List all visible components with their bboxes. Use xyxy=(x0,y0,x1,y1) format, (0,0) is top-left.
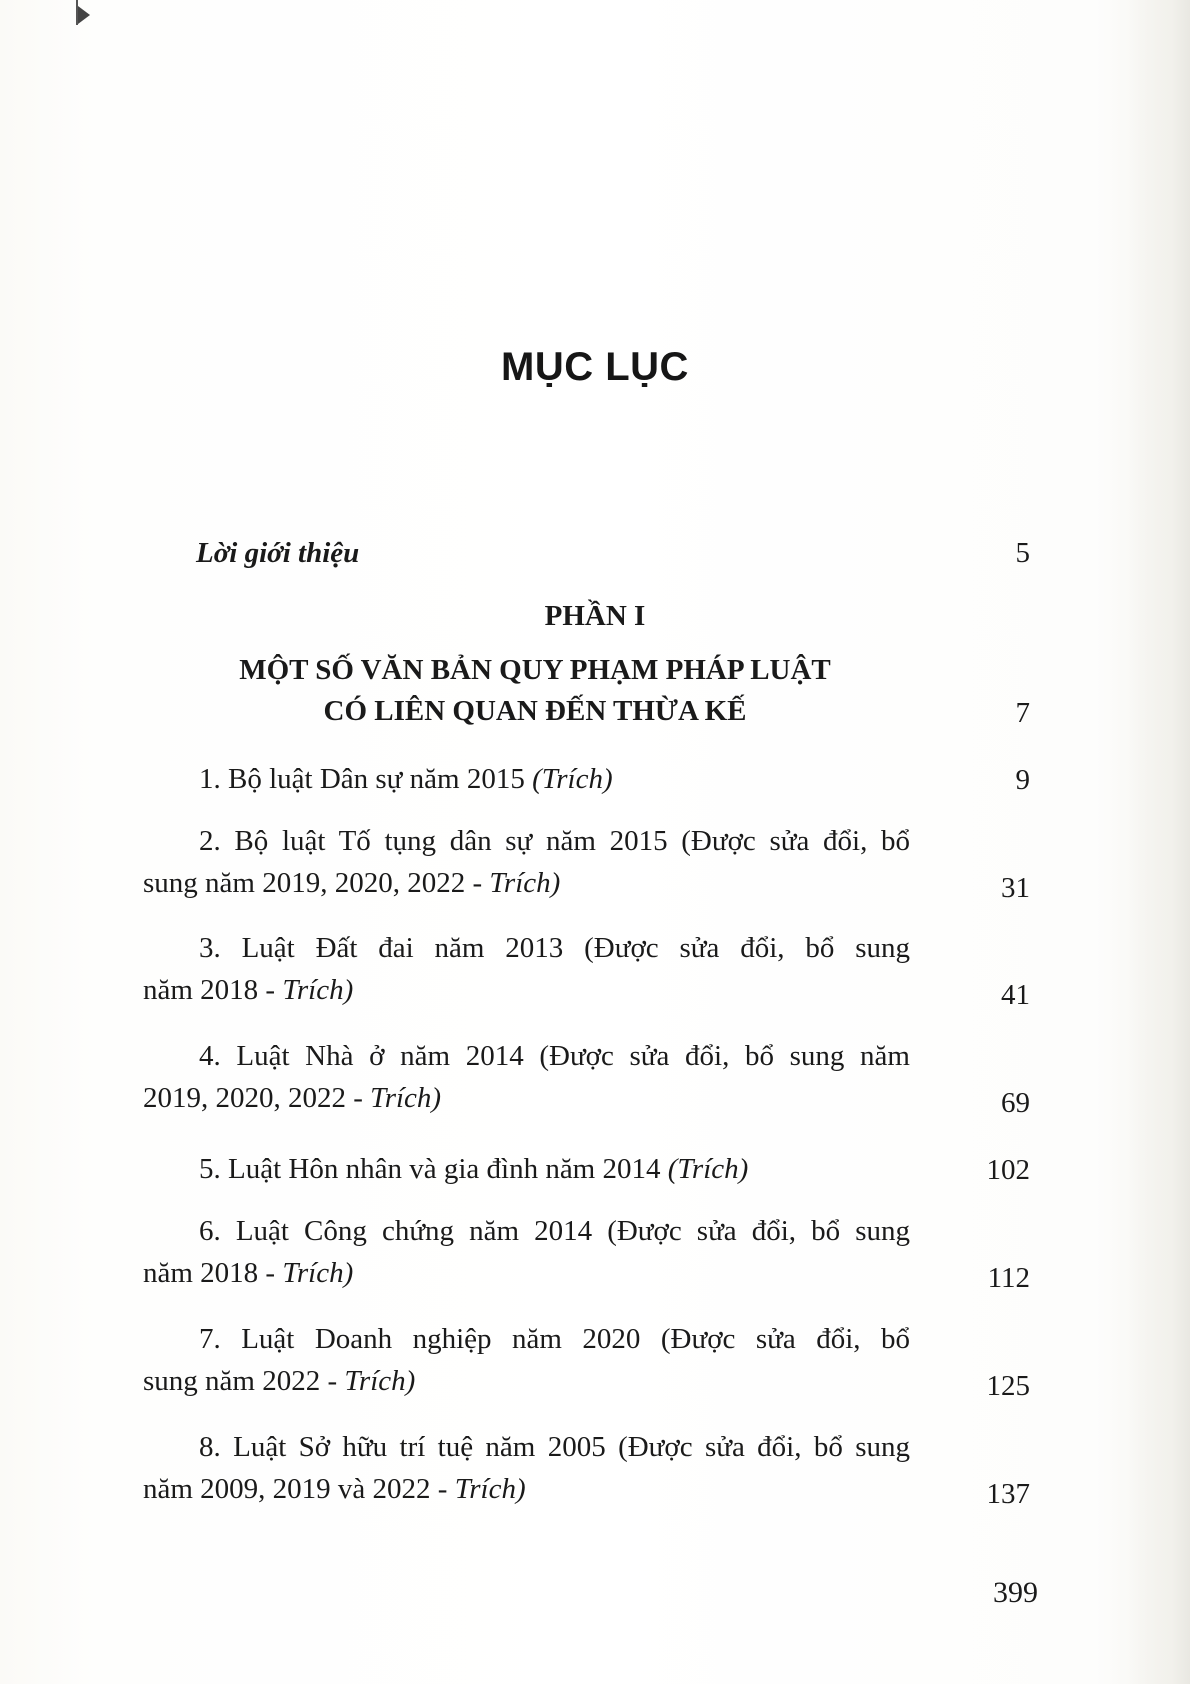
part-label: PHẦN I xyxy=(544,600,646,632)
page-edge-shadow xyxy=(1128,0,1190,1684)
page-number: 399 xyxy=(993,1576,1038,1609)
toc-entry xyxy=(143,1035,910,1119)
toc-entry-line1: 1. Bộ luật Dân sự năm 2015 (Trích) xyxy=(199,763,613,795)
toc-entry-page: 41 xyxy=(1001,979,1030,1011)
toc-entry-page: 112 xyxy=(987,1262,1030,1294)
toc-entry-page: 9 xyxy=(1015,764,1030,796)
toc-entry-page: 102 xyxy=(986,1154,1030,1186)
toc-entry-line2: năm 2018 - Trích) xyxy=(143,1257,354,1289)
toc-entry-line1: 3. Luật Đất đai năm 2013 (Được sửa đổi, bổ sung xyxy=(199,932,910,964)
toc-entry-line1: 2. Bộ luật Tố tụng dân sự năm 2015 (Được sửa đổi, bổ xyxy=(199,825,910,857)
toc-entry-line1: 4. Luật Nhà ở năm 2014 (Được sửa đổi, bổ sung năm xyxy=(199,1040,910,1072)
toc-intro-page: 5 xyxy=(1015,537,1030,569)
part-heading-line1: MỘT SỐ VĂN BẢN QUY PHẠM PHÁP LUẬT xyxy=(239,654,831,686)
toc-entry-line2: sung năm 2022 - Trích) xyxy=(143,1365,416,1397)
toc-entry-line2: 2019, 2020, 2022 - Trích) xyxy=(143,1082,442,1114)
page-title: MỤC LỤC xyxy=(501,345,689,389)
toc-entry-line1: 8. Luật Sở hữu trí tuệ năm 2005 (Được sửa đổi, bổ sung xyxy=(199,1431,910,1463)
toc-entry-page: 69 xyxy=(1001,1087,1030,1119)
toc-entry-page: 125 xyxy=(986,1370,1030,1402)
toc-entry xyxy=(143,820,910,904)
toc-entry xyxy=(143,1210,910,1294)
toc-entry-line2: năm 2018 - Trích) xyxy=(143,974,354,1006)
toc-entry xyxy=(143,1426,910,1510)
part-page: 7 xyxy=(1015,697,1030,729)
toc-entry xyxy=(143,1148,910,1190)
toc-entry-line2: năm 2009, 2019 và 2022 - Trích) xyxy=(143,1473,526,1505)
toc-entry-line2: sung năm 2019, 2020, 2022 - Trích) xyxy=(143,867,561,899)
part-heading-line2: CÓ LIÊN QUAN ĐẾN THỪA KẾ xyxy=(323,695,747,727)
toc-entry-page: 137 xyxy=(986,1478,1030,1510)
toc-entry-page: 31 xyxy=(1001,872,1030,904)
toc-entry xyxy=(143,927,910,1011)
toc-intro-label: Lời giới thiệu xyxy=(196,537,360,569)
toc-entry xyxy=(143,1318,910,1402)
toc-entry-line1: 6. Luật Công chứng năm 2014 (Được sửa đổi, bổ sung xyxy=(199,1215,910,1247)
toc-entry-line1: 7. Luật Doanh nghiệp năm 2020 (Được sửa đổi, bổ xyxy=(199,1323,910,1355)
toc-entry-line1: 5. Luật Hôn nhân và gia đình năm 2014 (Trích) xyxy=(199,1153,749,1185)
corner-mark xyxy=(78,6,90,24)
toc-entry xyxy=(143,758,910,800)
